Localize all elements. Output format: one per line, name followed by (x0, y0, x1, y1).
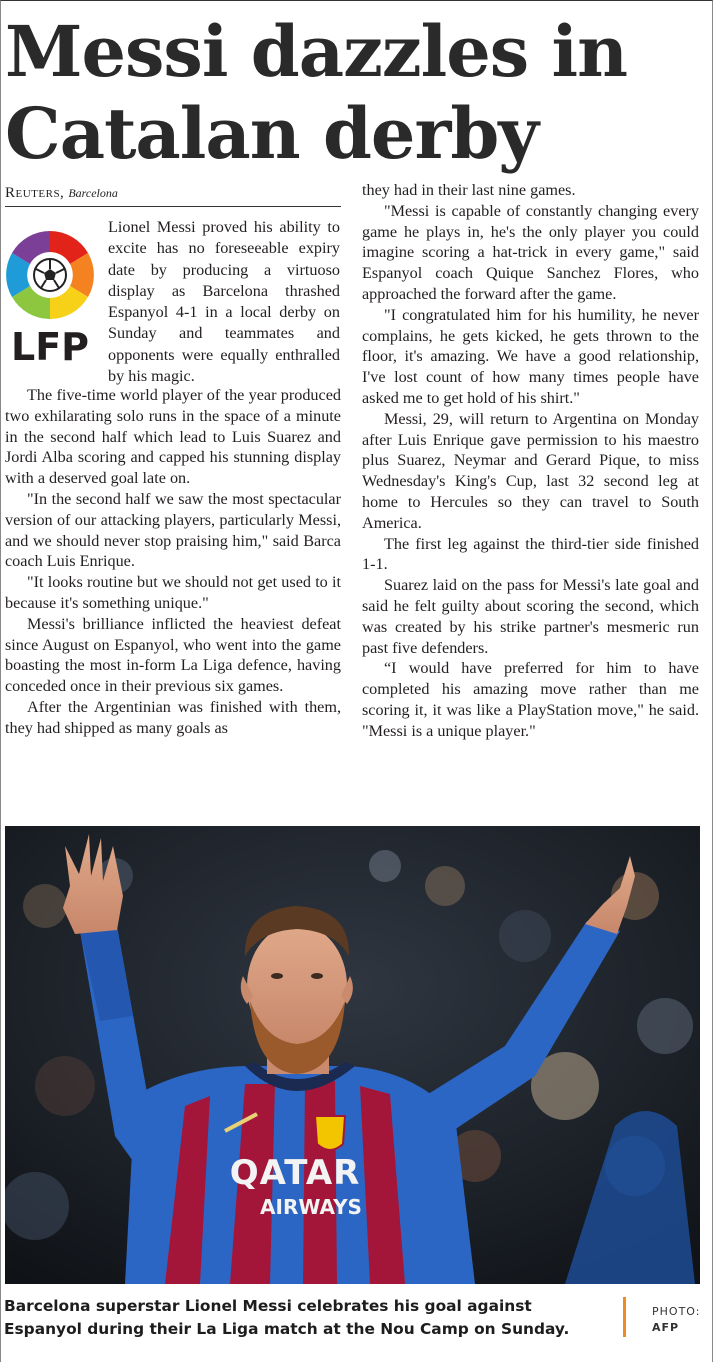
lfp-logo (4, 227, 100, 367)
logo-text: LFP (10, 325, 90, 367)
headline: Messi dazzles in Catalan derby (5, 10, 627, 175)
credit-divider (623, 1297, 626, 1337)
paragraph: The five-time world player of the year produced two exhilarating solo runs in the space of a minute in the second half which lead to Luis Suarez and Jordi Alba scoring and capped his stunning display with a deserved goal late on. (5, 386, 341, 488)
shirt-sponsor: QATAR (229, 1153, 361, 1193)
paragraph: “I would have preferred for him to have completed his amazing move rather than me scoring it, it was like a PlayStation move," he said. "Messi is a unique player." (362, 659, 699, 740)
byline (5, 184, 341, 207)
paragraph: "In the second half we saw the most spectacular version of our attacking players, particularly Messi, and we should never stop praising him," said Barca coach Luis Enrique. (5, 489, 341, 571)
messi-photo (5, 826, 700, 1284)
credit-source: AFP (652, 1321, 680, 1334)
paragraph: After the Argentinian was finished with them, they had shipped as many goals as (5, 697, 341, 737)
paragraph: "Messi is capable of constantly changing every game he plays in, he's the only player you could imagine scoring a hat-trick in every game," said Espanyol coach Quique Sanchez Flores, who approached the forward after the game. (362, 201, 699, 303)
byline-place: Barcelona (68, 186, 118, 200)
photo-caption: Barcelona superstar Lionel Messi celebrates his goal against Espanyol during their La Liga match at the Nou Camp on Sunday. (4, 1297, 570, 1338)
credit-label: PHOTO: (652, 1305, 701, 1318)
column-2 (362, 180, 699, 742)
lead-paragraph: Lionel Messi proved his ability to excite has no foreseeable expiry date by producing a virtuoso display as Barcelona thrashed Espanyol 4-1 in a local derby on Sunday and teammates and opponents were equally enthralled by his magic. (108, 218, 340, 386)
byline-agency: Reuters, (5, 185, 65, 201)
paragraph: "I congratulated him for his humility, he never complains, he gets kicked, he gets thrown to the floor, it's amazing. We have a good relationship, I've lost count of how many times people have asked me to get hold of his shirt." (362, 305, 699, 407)
paragraph: they had in their last nine games. (362, 181, 576, 199)
paragraph: Messi, 29, will return to Argentina on Monday after Luis Enrique gave permission to his maestro plus Suarez, Neymar and Gerard Pique, to miss Wednesday's King's Cup, last 32 second leg at home to Hercules so they can travel to South America. (362, 409, 699, 532)
photo-credit (652, 1304, 700, 1336)
paragraph: The first leg against the third-tier side finished 1-1. (362, 534, 699, 574)
column-1 (5, 385, 341, 739)
paragraph: Messi's brilliance inflicted the heaviest defeat since August on Espanyol, who went into the game boasting the most in-form La Liga defence, having conceded once in their previous six games. (5, 614, 341, 696)
shirt-sponsor-sub: AIRWAYS (260, 1195, 362, 1219)
paragraph: Suarez laid on the pass for Messi's late goal and said he felt guilty about scoring the second, which was created by his strike partner's mesmeric run past five defenders. (362, 576, 699, 657)
paragraph: "It looks routine but we should not get used to it because it's something unique." (5, 573, 341, 612)
